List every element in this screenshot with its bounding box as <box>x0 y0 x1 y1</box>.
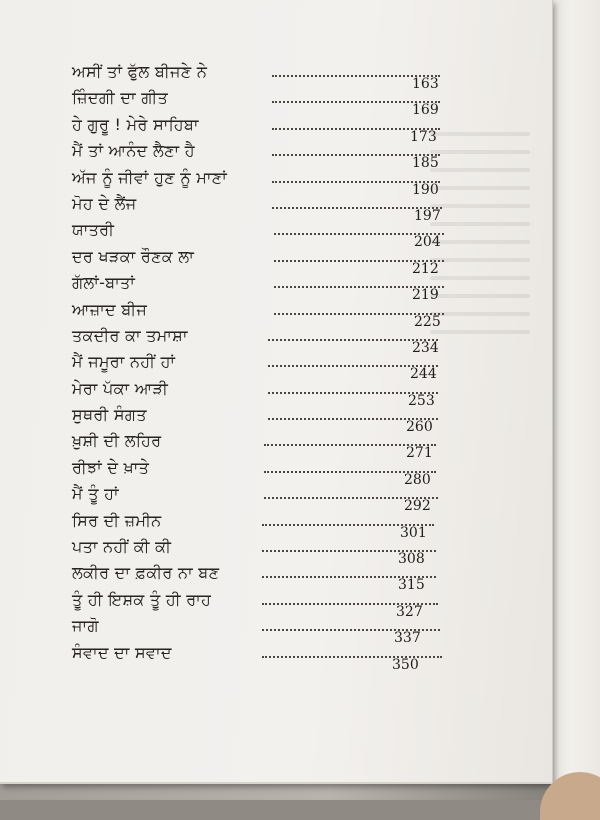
toc-entry <box>72 378 512 409</box>
toc-entry-page-number: 315 <box>398 577 425 594</box>
toc-entry-page-number: 337 <box>394 630 421 647</box>
toc-entry-title: ਪਤਾ ਨਹੀਂ ਕੀ ਕੀ <box>72 537 172 557</box>
toc-entry <box>72 273 512 304</box>
toc-entry-title: ਸੁਥਰੀ ਸੰਗਤ <box>72 405 147 425</box>
toc-entry-title: ਖ਼ੁਸ਼ੀ ਦੀ ਲਹਿਰ <box>72 431 162 451</box>
toc-entry-page-number: 163 <box>412 76 439 92</box>
toc-entry-page-number: 308 <box>398 551 425 568</box>
toc-entry-title: ਮੇਰਾ ਪੱਕਾ ਆੜੀ <box>72 378 169 398</box>
toc-entry-page-number: 234 <box>412 339 439 356</box>
toc-entry <box>72 537 512 568</box>
toc-entry-page-number: 350 <box>392 656 419 673</box>
toc-entry <box>72 325 512 356</box>
toc-entry <box>72 484 512 515</box>
toc-entry-title: ਰੀਝਾਂ ਦੇ ਖ਼ਾਤੇ <box>72 457 150 477</box>
toc-entry-page-number: 280 <box>404 471 431 488</box>
toc-entry-title: ਮੈਂ ਤਾਂ ਆਨੰਦ ਲੈਣਾ ਹੈ <box>72 141 195 161</box>
adjacent-page-edge <box>552 0 600 800</box>
toc-entry-title: ਜ਼ਿੰਦਗੀ ਦਾ ਗੀਤ <box>72 88 169 108</box>
toc-entry <box>72 405 512 436</box>
toc-entry <box>72 220 512 251</box>
toc-entry-page-number: 197 <box>414 207 441 224</box>
toc-entry-page-number: 185 <box>412 155 439 172</box>
toc-entry-title: ਗੱਲਾਂ-ਬਾਤਾਂ <box>72 273 136 293</box>
toc-entry <box>72 352 512 383</box>
toc-entry-title: ਯਾਤਰੀ <box>72 220 115 240</box>
toc-entry <box>72 246 512 277</box>
toc-entry <box>72 141 512 172</box>
toc-entry <box>72 88 512 119</box>
toc-entry-title: ਸਿਰ ਦੀ ਜ਼ਮੀਨ <box>72 510 162 530</box>
toc-entry <box>72 457 512 488</box>
toc-entry-title: ਹੇ ਗੁਰੂ ! ਮੇਰੇ ਸਾਹਿਬਾ <box>72 114 199 134</box>
toc-entry-page-number: 169 <box>412 102 439 119</box>
table-of-contents <box>72 62 512 673</box>
toc-entry-page-number: 190 <box>412 181 439 198</box>
toc-entry-page-number: 292 <box>404 498 431 515</box>
toc-entry <box>72 167 512 198</box>
toc-entry-page-number: 271 <box>406 445 433 462</box>
toc-entry <box>72 510 512 541</box>
toc-entry-page-number: 301 <box>400 524 427 541</box>
toc-entry <box>72 616 512 647</box>
toc-entry-page-number: 327 <box>396 603 423 620</box>
toc-entry-page-number: 204 <box>414 234 441 251</box>
toc-entry-page-number: 244 <box>410 366 437 383</box>
toc-entry <box>72 642 512 673</box>
toc-entry-title: ਲਕੀਰ ਦਾ ਫ਼ਕੀਰ ਨਾ ਬਣ <box>72 563 220 583</box>
toc-entry-page-number: 219 <box>412 287 439 304</box>
toc-entry-page-number: 253 <box>408 392 435 409</box>
toc-entry-page-number: 225 <box>414 313 441 330</box>
toc-entry-title: ਤਕਦੀਰ ਕਾ ਤਮਾਸ਼ਾ <box>72 325 188 345</box>
toc-entry-page-number: 173 <box>410 128 437 145</box>
toc-entry <box>72 431 512 462</box>
toc-entry-title: ਜਾਗੋ <box>72 616 99 636</box>
toc-entry <box>72 589 512 620</box>
toc-entry-title: ਮੋਹ ਦੇ ਲੈਂਜ <box>72 193 137 213</box>
toc-entry-title: ਮੈਂ ਜਮੂਰਾ ਨਹੀਂ ਹਾਂ <box>72 352 176 372</box>
toc-entry-title: ਮੈਂ ਤੂੰ ਹਾਂ <box>72 484 119 504</box>
toc-entry-title: ਅਸੀਂ ਤਾਂ ਫੁੱਲ ਬੀਜਣੇ ਨੇ <box>72 62 208 81</box>
toc-entry-title: ਅੱਜ ਨੂੰ ਜੀਵਾਂ ਹੁਣ ਨੂੰ ਮਾਣਾਂ <box>72 167 228 187</box>
toc-entry-title: ਤੂੰ ਹੀ ਇਸ਼ਕ ਤੂੰ ਹੀ ਰਾਹ <box>72 589 212 609</box>
toc-entry-title: ਦਰ ਖੜਕਾ ਰੌਣਕ ਲਾ <box>72 246 195 266</box>
toc-entry-page-number: 260 <box>406 419 433 436</box>
toc-entry-title: ਸੰਵਾਦ ਦਾ ਸਵਾਦ <box>72 642 172 662</box>
toc-entry <box>72 193 512 224</box>
toc-entry <box>72 563 512 594</box>
toc-entry-page-number: 212 <box>412 260 439 277</box>
toc-entry <box>72 114 512 145</box>
toc-entry-title: ਆਜ਼ਾਦ ਬੀਜ <box>72 299 148 319</box>
toc-entry <box>72 299 512 330</box>
toc-entry <box>72 62 512 92</box>
